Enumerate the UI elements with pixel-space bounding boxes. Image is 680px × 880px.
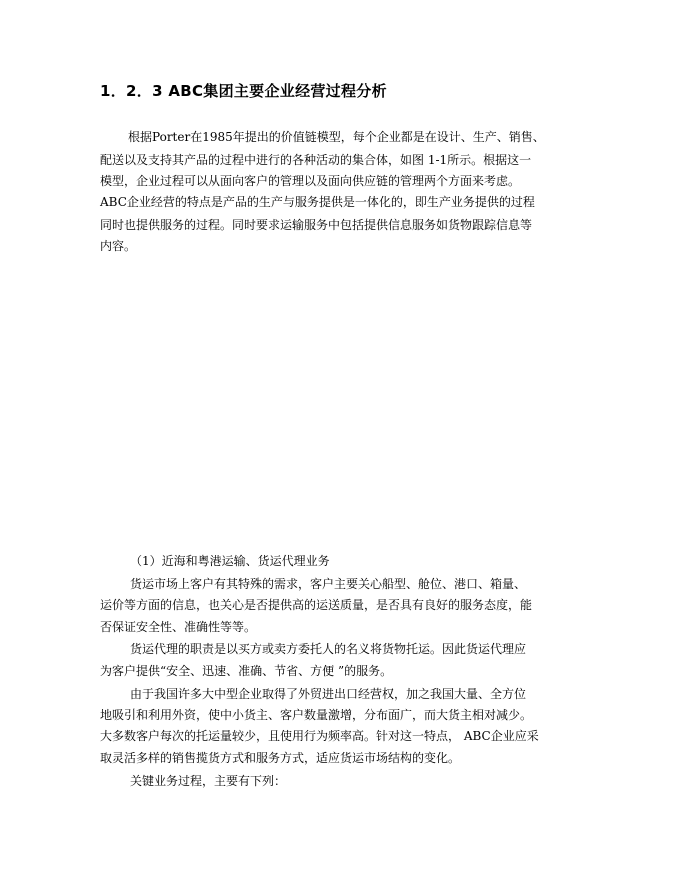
paragraph-line: 同时也提供服务的过程。同时要求运输服务中包括提供信息服务如货物跟踪信息等 bbox=[100, 218, 533, 232]
paragraph-line: ABC企业经营的特点是产品的生产与服务提供是一体化的，即生产业务提供的过程 bbox=[100, 195, 535, 209]
paragraph-line: 否保证安全性、准确性等等。 bbox=[100, 620, 257, 634]
paragraph-line: 运价等方面的信息，也关心是否提供高的运送质量，是否具有良好的服务态度，能 bbox=[100, 598, 533, 612]
paragraph-line: 根据Porter在1985年提出的价值链模型，每个企业都是在设计、生产、销售、 bbox=[128, 130, 545, 144]
paragraph-line: 内容。 bbox=[100, 239, 137, 253]
subsection-heading: （1）近海和粤港运输、货运代理业务 bbox=[130, 554, 330, 568]
paragraph-line: 货运代理的职责是以买方或卖方委托人的名义将货物托运。因此货运代理应 bbox=[130, 642, 527, 656]
paragraph-line: 模型，企业过程可以从面向客户的管理以及面向供应链的管理两个方面来考虑。 bbox=[100, 174, 521, 188]
paragraph-line: 由于我国许多大中型企业取得了外贸进出口经营权，加之我国大量、全方位 bbox=[130, 687, 527, 701]
paragraph-line: 货运市场上客户有其特殊的需求，客户主要关心船型、舱位、港口、箱量、 bbox=[130, 577, 527, 591]
paragraph-line: 关键业务过程，主要有下列： bbox=[130, 774, 287, 788]
paragraph-line: 取灵活多样的销售揽货方式和服务方式，适应货运市场结构的变化。 bbox=[100, 751, 461, 765]
section-heading: 1．2．3 ABC集团主要企业经营过程分析 bbox=[100, 82, 387, 100]
paragraph-line: 地吸引和利用外资，使中小货主、客户数量激增，分布面广，而大货主相对减少。 bbox=[100, 708, 533, 722]
paragraph-line: 为客户提供“安全、迅速、准确、节省、方便 ”的服务。 bbox=[100, 664, 393, 678]
paragraph-line: 配送以及支持其产品的过程中进行的各种活动的集合体，如图 1-1所示。根据这一 bbox=[100, 153, 532, 167]
paragraph-line: 大多数客户每次的托运量较少，且使用行为频率高。针对这一特点， ABC企业应采 bbox=[100, 729, 539, 743]
